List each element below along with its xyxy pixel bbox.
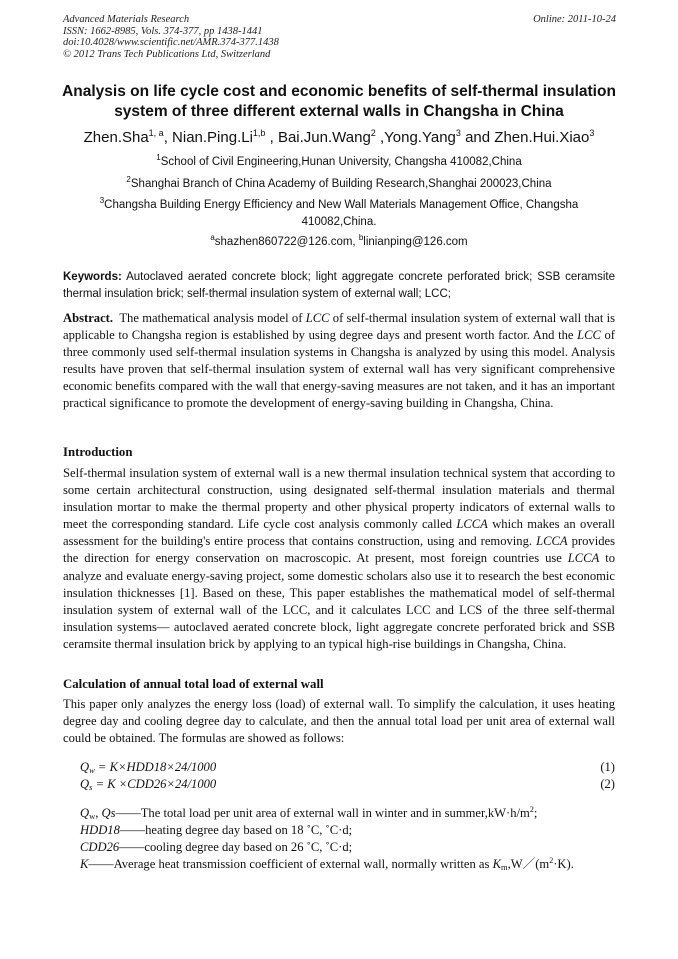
author-name: Yong.Yang (384, 129, 456, 146)
author-sup: 1, a (148, 128, 164, 138)
journal-name: Advanced Materials Research (63, 14, 190, 25)
introduction-paragraph: Self-thermal insulation system of external wall is a new thermal insulation technical system that according to some certain architectural construction, using designated self-thermal insulation materials and thermal insulation mortar to make the thermal property and other physical property indicators of external walls to meet the corresponding standard. Life cycle cost analysis commonly called LCCA which makes an overall assessment for the building's entire process that contains construction, using and removing. LCCA provides the direction for energy conservation on macroscopic. At present, most foreign countries use LCCA to analyze and evaluate energy-saving project, some domestic scholars also use it to research the best economic insulation thicknesses [1]. Based on these, This paper establishes the mathematical model of self-thermal insulation system of external wall of the LCC, and it calculates LCC and LCS of the three self-thermal insulation systems— autoclaved aerated concrete block, light aggregate concrete perforated brick and SSB ceramsite thermal insulation brick by applying to an typical high-rise buildings in Changsha, China. (63, 466, 615, 651)
copyright-line: © 2012 Trans Tech Publications Ltd, Switzerland (63, 48, 271, 60)
abstract: Abstract. The mathematical analysis model of LCC of self-thermal insulation system of external wall that is applicable to Changsha region is established by using degree days and present worth factor. And the LCC of three commonly used self-thermal insulation systems in Changsha is analyzed by using this model. Analysis results have proven that self-thermal insulation system of external wall has very significant comprehensive economic benefits compared with the wall that energy-saving measures are not taken, and it has an important practical significance to promote the development of energy-saving building in Changsha, China. (63, 311, 615, 411)
online-date: Online: 2011-10-24 (533, 14, 616, 25)
author-name: Zhen.Sha (83, 129, 149, 146)
author-sup: 1,b (252, 128, 266, 138)
author-sep: , (375, 129, 385, 146)
formula-2: $Q_s = K \times CDD26\times 24/1000$ (2) (80, 777, 615, 792)
section-heading: Calculation of annual total load of external wall (63, 677, 324, 691)
author-sup: 3 (455, 128, 461, 138)
definition-cdd: CDD26——cooling degree day based on 26 ˚C, ˚C·d; (80, 840, 353, 854)
issn-line: ISSN: 1662-8985, Vols. 374-377, pp 1438-1441 (63, 25, 263, 37)
definition-k: K——Average heat transmission coefficient of external wall, normally written as $K_m,W/(m^2\cdot K)$. (80, 856, 574, 872)
author-name: Nian.Ping.Li (172, 129, 253, 146)
author-sep: and (460, 129, 495, 146)
author-sup: 3 (589, 128, 595, 138)
keywords-label: Keywords: (63, 271, 122, 283)
abstract-label: Abstract. (63, 311, 114, 325)
section-paragraph: This paper only analyzes the energy loss (load) of external wall. To simplify the calculation, it uses heating degree day and cooling degree day to calculate, and then the annual total load per unit area of external wall could be obtained. The formulas are showed as follows: (63, 697, 615, 746)
formula-1: $Q_w = K\times HDD18\times 24/1000$ (1) (80, 760, 615, 775)
email-a: shazhen860722@126.com, (214, 236, 359, 248)
variable-definitions (80, 805, 620, 873)
definition-hdd: HDD18——heating degree day based on 18 ˚C, ˚C·d; (80, 823, 353, 837)
author-sep: , (265, 129, 278, 146)
keywords-text: Autoclaved aerated concrete block; light aggregate concrete perforated brick; SSB ceramsite thermal insulation brick; self-thermal insulation system of external wall; LCC; (63, 271, 615, 300)
paper-title: Analysis on life cycle cost and economic benefits of self-thermal insulation system of three different external walls in Changsha in China (62, 83, 616, 120)
author-sup: 2 (370, 128, 376, 138)
affiliation-3: $^3$Changsha Building Energy Efficiency and New Wall Materials Management Office, Changsha 410082,China. (99, 196, 579, 228)
doi-line: doi:10.4028/www.scientific.net/AMR.374-377.1438 (63, 37, 279, 48)
introduction-heading: Introduction (63, 445, 133, 459)
author-list (40, 128, 638, 148)
journal-header (63, 14, 616, 60)
email-b: linianping@126.com (363, 236, 468, 248)
formula-number: (2) (600, 777, 615, 791)
affiliation-1: $^1$School of Civil Engineering,Hunan University, Changsha 410082,China (156, 153, 522, 168)
keywords (63, 269, 615, 302)
author-name: Bai.Jun.Wang (277, 129, 371, 146)
author-sep: , (163, 129, 173, 146)
email-line: $^a$shazhen860722@126.com, $^b$linianping@126.com (210, 233, 468, 248)
author-name: Zhen.Hui.Xiao (494, 129, 590, 146)
affiliation-2: $^2$Shanghai Branch of China Academy of Building Research,Shanghai 200023,China (126, 175, 552, 190)
definition-q: $Q_w$, Qs——The total load per unit area of external wall in winter and in $summer,kW\cdot h/m^2$; (80, 805, 538, 821)
formula-number: (1) (600, 760, 615, 774)
